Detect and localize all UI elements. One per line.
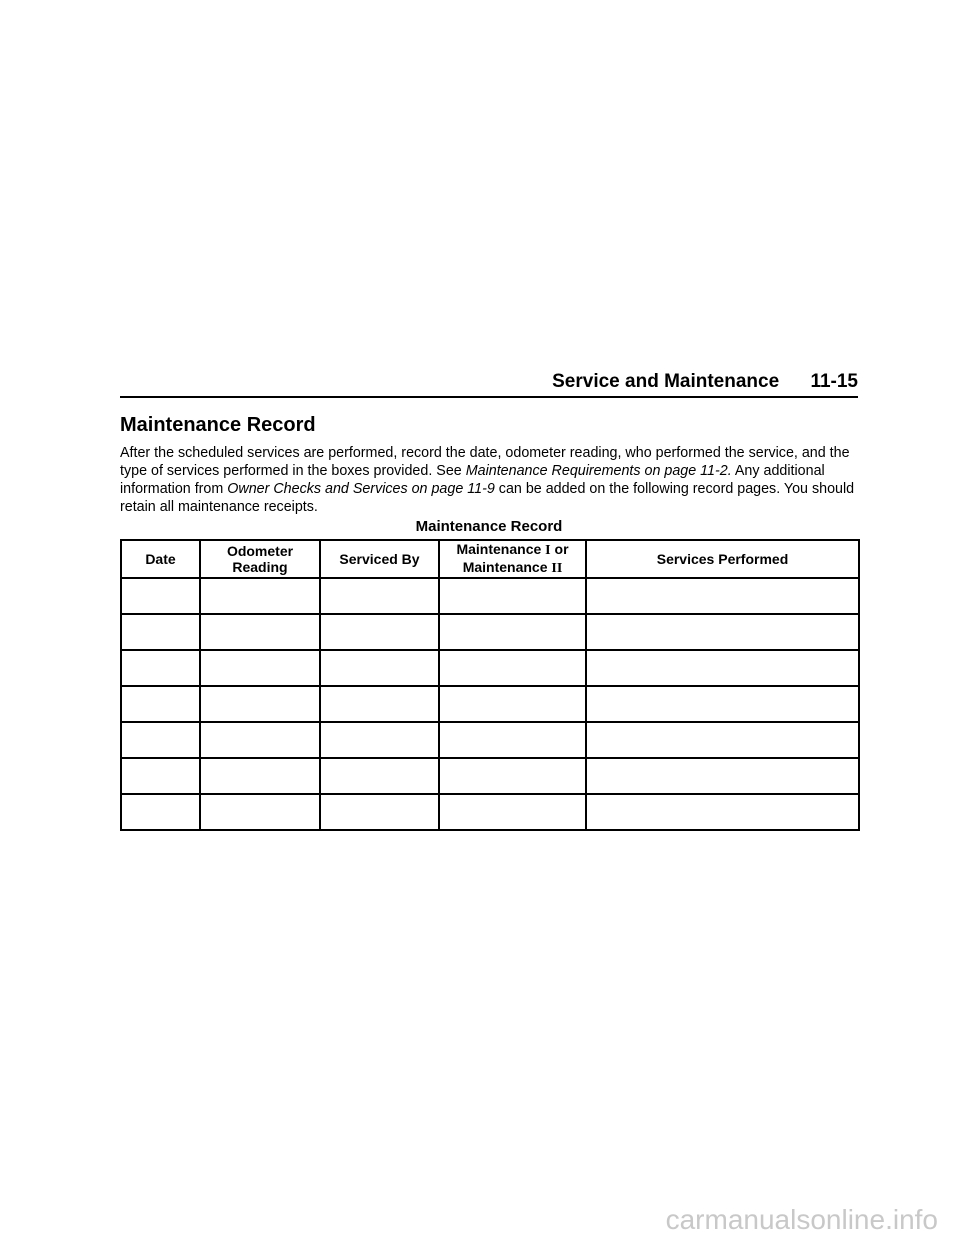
date-cell[interactable]	[121, 614, 200, 650]
table-row	[121, 578, 859, 614]
intro-paragraph	[120, 444, 860, 516]
column-header-serviced-by: Serviced By	[320, 540, 439, 578]
odometer-cell[interactable]	[200, 578, 320, 614]
maintenance-record-table	[120, 539, 860, 831]
odometer-cell[interactable]	[200, 614, 320, 650]
maint-header-line1-prefix: Maintenance	[456, 541, 546, 557]
column-header-odometer	[200, 540, 320, 578]
section-title: Maintenance Record	[120, 414, 316, 436]
serviced-by-cell[interactable]	[320, 722, 439, 758]
maintenance-type-cell[interactable]	[439, 722, 586, 758]
date-cell[interactable]	[121, 686, 200, 722]
intro-text-2: Any additional information from	[120, 463, 825, 497]
services-performed-cell[interactable]	[586, 686, 859, 722]
date-cell[interactable]	[121, 650, 200, 686]
services-performed-cell[interactable]	[586, 650, 859, 686]
services-performed-cell[interactable]	[586, 614, 859, 650]
odometer-cell[interactable]	[200, 794, 320, 830]
maintenance-type-cell[interactable]	[439, 650, 586, 686]
odometer-cell[interactable]	[200, 650, 320, 686]
odometer-cell[interactable]	[200, 686, 320, 722]
column-header-date: Date	[121, 540, 200, 578]
maintenance-type-cell[interactable]	[439, 686, 586, 722]
services-performed-cell[interactable]	[586, 794, 859, 830]
date-cell[interactable]	[121, 794, 200, 830]
header-page-number: 11-15	[810, 371, 858, 392]
maint-header-line1-suffix: or	[550, 541, 569, 557]
date-cell[interactable]	[121, 722, 200, 758]
table-row	[121, 614, 859, 650]
roman-numeral-two: II	[551, 561, 563, 576]
intro-text-1: After the scheduled services are performed, record the date, odometer reading, who performed the service, and the type of services performed in the boxes provided. See	[120, 445, 850, 479]
watermark: carmanualsonline.info	[665, 1204, 938, 1235]
maintenance-type-cell[interactable]	[439, 758, 586, 794]
table-caption: Maintenance Record	[415, 518, 563, 535]
odometer-header-line1: Odometer	[226, 543, 294, 559]
table-row	[121, 794, 859, 830]
table-body	[121, 578, 859, 830]
date-cell[interactable]	[121, 758, 200, 794]
serviced-by-cell[interactable]	[320, 758, 439, 794]
serviced-by-cell[interactable]	[320, 650, 439, 686]
serviced-by-cell[interactable]	[320, 794, 439, 830]
maintenance-type-cell[interactable]	[439, 794, 586, 830]
link-maintenance-requirements[interactable]: Maintenance Requirements on page 11-2.	[465, 463, 732, 479]
link-owner-checks[interactable]: Owner Checks and Services on page 11-9	[227, 481, 495, 497]
maint-header-line2-prefix: Maintenance	[462, 559, 552, 575]
roman-numeral-one: I	[545, 543, 551, 558]
services-performed-cell[interactable]	[586, 578, 859, 614]
odometer-cell[interactable]	[200, 758, 320, 794]
maintenance-type-cell[interactable]	[439, 614, 586, 650]
table-header-row	[121, 540, 859, 578]
table-row	[121, 686, 859, 722]
serviced-by-cell[interactable]	[320, 578, 439, 614]
odometer-cell[interactable]	[200, 722, 320, 758]
table-row	[121, 650, 859, 686]
serviced-by-cell[interactable]	[320, 614, 439, 650]
table-row	[121, 722, 859, 758]
maintenance-type-cell[interactable]	[439, 578, 586, 614]
column-header-maintenance-type	[439, 540, 586, 578]
header-section-title: Service and Maintenance	[552, 371, 780, 392]
page-header	[120, 368, 858, 398]
services-performed-cell[interactable]	[586, 722, 859, 758]
table-row	[121, 758, 859, 794]
odometer-header-line2: Reading	[232, 559, 288, 575]
services-performed-cell[interactable]	[586, 758, 859, 794]
serviced-by-cell[interactable]	[320, 686, 439, 722]
date-cell[interactable]	[121, 578, 200, 614]
column-header-services-performed: Services Performed	[586, 540, 859, 578]
intro-text-3: can be added on the following record pages. You should retain all maintenance receipts.	[120, 481, 855, 515]
